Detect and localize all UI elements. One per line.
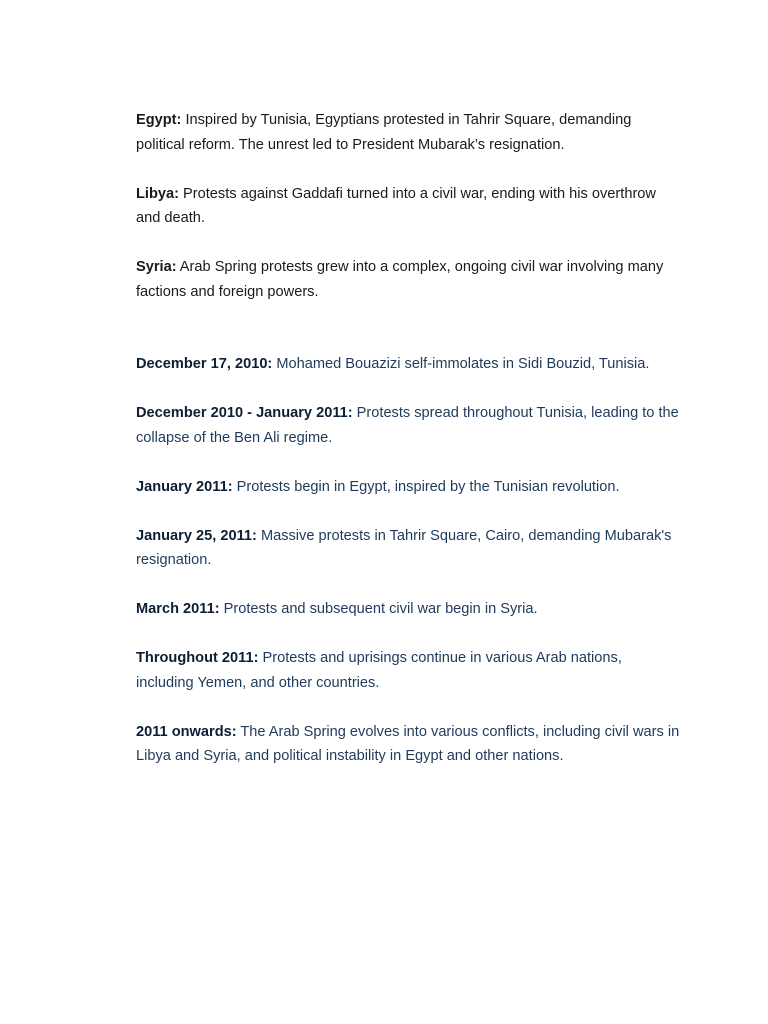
timeline-entry <box>136 597 682 622</box>
timeline-entry <box>136 475 682 500</box>
country-entry-egypt <box>136 108 682 157</box>
timeline-date: December 2010 - January 2011: <box>136 405 353 421</box>
timeline-text: Protests and uprisings continue in various Arab nations, including Yemen, and other countries. <box>136 650 622 691</box>
country-entry-libya <box>136 182 682 231</box>
timeline-entry <box>136 524 682 573</box>
timeline-date: December 17, 2010: <box>136 356 273 372</box>
country-label: Libya: <box>136 185 179 202</box>
timeline-text: Protests begin in Egypt, inspired by the Tunisian revolution. <box>232 478 620 495</box>
timeline-entry <box>136 352 682 377</box>
country-entry-syria <box>136 255 682 304</box>
country-text: Inspired by Tunisia, Egyptians protested in Tahrir Square, demanding political reform. The unrest led to President Mubarak’s resignation. <box>136 112 632 153</box>
timeline-text: Protests and subsequent civil war begin in Syria. <box>219 601 538 617</box>
timeline-date: Throughout 2011: <box>136 650 259 666</box>
timeline-entry <box>136 401 682 450</box>
country-summaries <box>136 108 682 304</box>
timeline-text: The Arab Spring evolves into various conflicts, including civil wars in Libya and Syria, and political instability in Egypt and other nations. <box>136 723 680 764</box>
country-label: Egypt: <box>136 112 182 128</box>
document-page <box>136 108 682 793</box>
timeline-entry <box>136 646 682 695</box>
timeline-date: 2011 onwards: <box>136 723 237 740</box>
country-text: Arab Spring protests grew into a complex, ongoing civil war involving many factions and foreign powers. <box>136 259 664 300</box>
timeline <box>136 352 682 769</box>
timeline-entry <box>136 720 682 769</box>
timeline-date: January 2011: <box>136 478 233 495</box>
timeline-text: Massive protests in Tahrir Square, Cairo, demanding Mubarak's resignation. <box>136 527 672 568</box>
country-text: Protests against Gaddafi turned into a civil war, ending with his overthrow and death. <box>136 185 656 226</box>
timeline-text: Protests spread throughout Tunisia, leading to the collapse of the Ben Ali regime. <box>136 405 679 446</box>
timeline-date: January 25, 2011: <box>136 527 257 544</box>
timeline-text: Mohamed Bouazizi self-immolates in Sidi Bouzid, Tunisia. <box>272 356 650 372</box>
country-label: Syria: <box>136 259 177 275</box>
timeline-date: March 2011: <box>136 601 220 617</box>
